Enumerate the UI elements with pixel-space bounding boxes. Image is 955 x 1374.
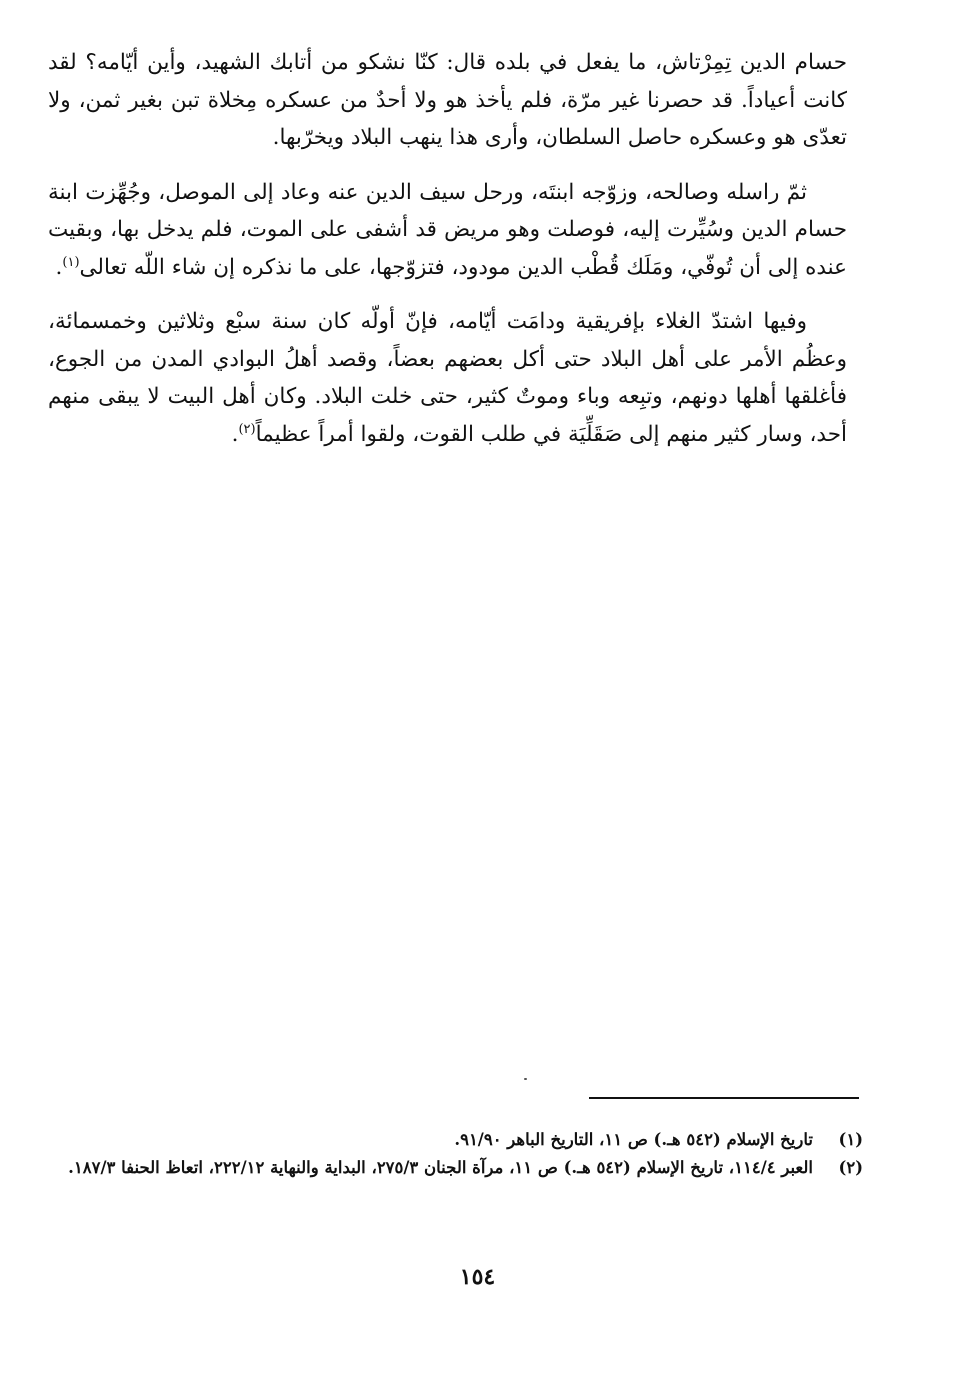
- paragraph-end: .: [231, 421, 239, 447]
- footnote-text: تاريخ الإسلام (٥٤٢ هـ.) ص ١١، التاريخ الباهر ٩١/٩٠.: [454, 1130, 813, 1149]
- paragraph-text: ثمّ راسله وصالحه، وزوّجه ابنتَه، ورحل سيف الدين عنه وعاد إلى الموصل، وجُهِّزت ابنة حسام الدين وسُيِّرت إليه، فوصلت وهو مريض قد أشفى على الموت، فلم يدخل بها، وبقيت عنده إلى أن تُوفّي، ومَلَك قُطْب الدين مودود، فتزوّجها، على ما نذكره إن شاء اللّه تعالى: [48, 179, 847, 280]
- footnote-item: [52, 1154, 863, 1182]
- paragraph-end: .: [55, 254, 63, 280]
- footnote-text: العبر ١١٤/٤، تاريخ الإسلام (٥٤٢ هـ.) ص ١١، مرآة الجنان ٢٧٥/٣، البداية والنهاية ٢٢٢/١٢، اتعاظ الحنفا ١٨٧/٣.: [68, 1158, 813, 1177]
- footnote-marker: (٢): [238, 421, 256, 437]
- footnote-marker: (١): [62, 254, 80, 270]
- footnote-number: (٢): [838, 1158, 863, 1177]
- footnote-separator: [589, 1097, 859, 1099]
- page-number: ١٥٤: [459, 1264, 496, 1290]
- footnotes: [52, 1126, 863, 1182]
- main-text: [48, 44, 847, 470]
- footnote-number: (١): [838, 1130, 863, 1149]
- print-speck: [524, 1078, 527, 1080]
- footnote-item: [52, 1126, 863, 1154]
- paragraph-3: [48, 303, 847, 453]
- paragraph-1: [48, 44, 847, 157]
- paragraph-2: [48, 174, 847, 287]
- paragraph-text: حسام الدين تِمِرْتاش، ما يفعل في بلده قال: كنّا نشكو من أتابك الشهيد، وأين أيّامه؟ لقد كانت أعياداً. قد حصرنا غير مرّة، فلم يأخذ هو ولا أحدٌ من عسكره مِخلاة تبن بغير ثمن، ولا تعدّى هو وعسكره حاصل السلطان، وأرى هذا ينهب البلاد ويخرّبها.: [48, 50, 847, 150]
- paragraph-text: وفيها اشتدّ الغلاء بإفريقية ودامَت أيّامه، فإنّ أولّه كان سنة سبْع وثلاثين وخمسمائة، وعظُم الأمر على أهل البلاد حتى أكل بعضهم بعضاً، وقصد أهلُ البوادي المدن من الجوع، فأغلقها أهلها دونهم، وتبِعه وباء وموتٌ كثير، حتى خلت البلاد. وكان أهل البيت لا يبقى منهم أحد، وسار كثير منهم إلى صَقَلِّيَة في طلب القوت، ولقوا أمراً عظيماً: [48, 309, 847, 447]
